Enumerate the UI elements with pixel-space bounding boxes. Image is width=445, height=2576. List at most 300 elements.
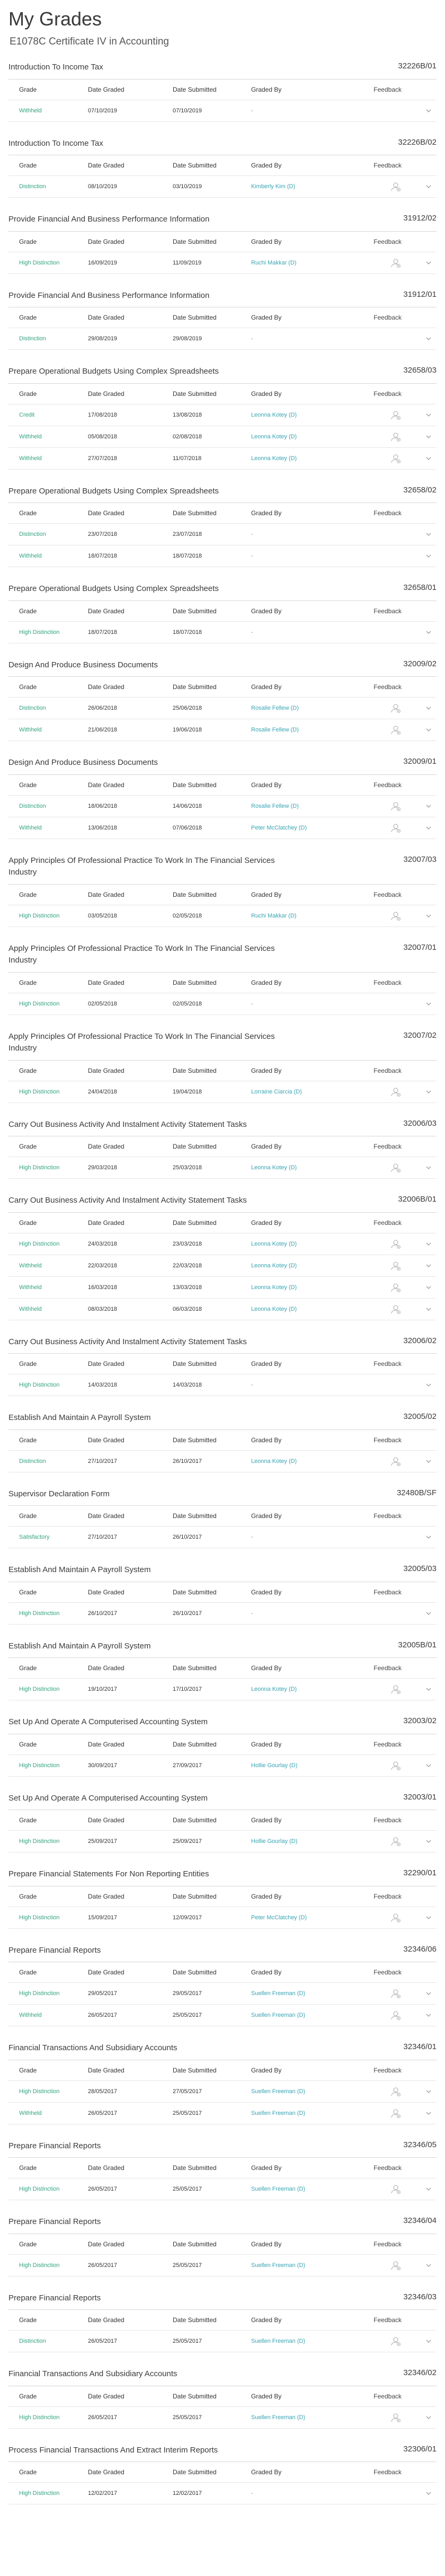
graded-by: - — [251, 1382, 253, 1388]
date-graded: 08/03/2018 — [88, 1305, 118, 1312]
unit-header — [8, 486, 437, 504]
grade-table-header — [8, 307, 437, 328]
header-date-graded: Date Graded — [88, 1143, 124, 1150]
graded-by[interactable]: Leonna Kotey (D) — [251, 1240, 297, 1247]
date-graded: 18/07/2018 — [88, 553, 118, 559]
unit-section — [8, 1793, 437, 1853]
unit-header — [8, 1412, 437, 1430]
header-feedback: Feedback — [373, 1892, 402, 1900]
date-graded: 05/08/2018 — [88, 433, 118, 440]
unit-header — [8, 2292, 437, 2310]
date-graded: 18/07/2018 — [88, 629, 118, 636]
unit-code: 32007/02 — [403, 1030, 437, 1040]
feedback-icon[interactable] — [390, 802, 402, 809]
chevron-down-icon[interactable] — [425, 183, 432, 190]
grade-value: High Distinction — [19, 1088, 60, 1095]
unit-section — [8, 1119, 437, 1179]
unit-code: 32346/02 — [403, 2368, 437, 2377]
chevron-down-icon[interactable] — [425, 2337, 432, 2345]
chevron-down-icon[interactable] — [425, 1838, 432, 1845]
chevron-down-icon[interactable] — [425, 1164, 432, 1171]
header-date-graded: Date Graded — [88, 1816, 124, 1824]
feedback-icon[interactable] — [390, 1914, 402, 1920]
date-graded: 14/03/2018 — [88, 1382, 118, 1388]
grade-row[interactable] — [8, 448, 437, 470]
chevron-down-icon[interactable] — [425, 2185, 432, 2193]
grade-row[interactable] — [8, 1255, 437, 1277]
header-grade: Grade — [19, 1066, 37, 1074]
chevron-down-icon[interactable] — [425, 912, 432, 919]
date-submitted: 18/07/2018 — [173, 553, 202, 559]
header-feedback: Feedback — [373, 2316, 402, 2324]
unit-header — [8, 1945, 437, 1963]
feedback-icon[interactable] — [390, 1305, 402, 1312]
grade-row[interactable] — [8, 1983, 437, 2005]
graded-by[interactable]: Suellen Freeman (D) — [251, 1990, 306, 1997]
graded-by[interactable]: Leonna Kotey (D) — [251, 1305, 297, 1312]
feedback-icon[interactable] — [390, 433, 402, 439]
date-graded: 16/09/2019 — [88, 259, 118, 266]
unit-code: 32005B/01 — [398, 1640, 437, 1649]
feedback-icon[interactable] — [390, 2012, 402, 2018]
grade-table-header — [8, 155, 437, 176]
unit-name: Set Up And Operate A Computerised Accounting System — [8, 1793, 208, 1803]
grade-table-header — [8, 80, 437, 100]
header-feedback: Feedback — [373, 237, 402, 245]
graded-by[interactable]: Ruchi Makkar (D) — [251, 259, 297, 266]
feedback-icon[interactable] — [390, 455, 402, 461]
date-submitted: 25/05/2017 — [173, 2186, 202, 2192]
header-graded-by: Graded By — [251, 2316, 282, 2324]
grade-table-header — [8, 1136, 437, 1157]
grade-value: High Distinction — [19, 2490, 60, 2496]
graded-by[interactable]: Leonna Kotey (D) — [251, 1458, 297, 1465]
date-submitted: 12/02/2017 — [173, 2490, 202, 2496]
feedback-icon[interactable] — [390, 2088, 402, 2094]
feedback-icon[interactable] — [390, 183, 402, 190]
grade-row[interactable] — [8, 545, 437, 567]
graded-by[interactable]: Suellen Freeman (D) — [251, 2012, 306, 2018]
graded-by[interactable]: Suellen Freeman (D) — [251, 2414, 306, 2421]
header-date-graded: Date Graded — [88, 1360, 124, 1368]
header-date-graded: Date Graded — [88, 890, 124, 898]
unit-section — [8, 214, 437, 274]
header-feedback: Feedback — [373, 1512, 402, 1520]
header-graded-by: Graded By — [251, 1436, 282, 1444]
grade-row[interactable] — [8, 817, 437, 839]
grade-row[interactable] — [8, 1299, 437, 1320]
date-graded: 26/05/2017 — [88, 2414, 118, 2421]
grade-value: Distinction — [19, 705, 46, 711]
chevron-down-icon[interactable] — [425, 1000, 432, 1007]
grade-value: High Distinction — [19, 259, 60, 266]
date-submitted: 25/06/2018 — [173, 705, 202, 711]
unit-name: Prepare Operational Budgets Using Complex Spreadsheets — [8, 486, 219, 496]
header-graded-by: Graded By — [251, 978, 282, 986]
header-date-submitted: Date Submitted — [173, 1664, 217, 1672]
chevron-down-icon[interactable] — [425, 454, 432, 462]
grade-row[interactable] — [8, 2178, 437, 2200]
chevron-down-icon[interactable] — [425, 1240, 432, 1247]
feedback-icon[interactable] — [390, 705, 402, 711]
header-graded-by: Graded By — [251, 1892, 282, 1900]
header-date-graded: Date Graded — [88, 2392, 124, 2400]
header-date-submitted: Date Submitted — [173, 2240, 217, 2248]
header-date-graded: Date Graded — [88, 781, 124, 789]
chevron-down-icon[interactable] — [425, 531, 432, 538]
chevron-down-icon[interactable] — [425, 628, 432, 636]
feedback-icon[interactable] — [390, 1838, 402, 1845]
date-graded: 25/09/2017 — [88, 1838, 118, 1845]
date-submitted: 26/10/2017 — [173, 1534, 202, 1540]
chevron-down-icon[interactable] — [425, 802, 432, 809]
graded-by[interactable]: Rosalie Fellew (D) — [251, 705, 299, 711]
chevron-down-icon[interactable] — [425, 2012, 432, 2019]
feedback-icon[interactable] — [390, 2110, 402, 2116]
header-graded-by: Graded By — [251, 2164, 282, 2172]
chevron-down-icon[interactable] — [425, 1761, 432, 1769]
unit-header — [8, 2140, 437, 2158]
grade-row[interactable] — [8, 252, 437, 274]
chevron-down-icon[interactable] — [425, 1305, 432, 1312]
header-grade: Grade — [19, 2392, 37, 2400]
grade-table-header — [8, 973, 437, 993]
date-submitted: 18/07/2018 — [173, 629, 202, 636]
graded-by[interactable]: Lorraine Ciarcia (D) — [251, 1088, 302, 1095]
header-date-graded: Date Graded — [88, 2240, 124, 2248]
grade-row[interactable] — [8, 796, 437, 817]
graded-by[interactable]: Leonna Kotey (D) — [251, 1686, 297, 1692]
grade-table-header — [8, 1582, 437, 1603]
graded-by[interactable]: Rosalie Fellew (D) — [251, 727, 299, 733]
header-grade: Grade — [19, 1664, 37, 1672]
unit-section — [8, 2140, 437, 2201]
unit-code: 32226B/02 — [398, 137, 437, 147]
graded-by[interactable]: Leonna Kotey (D) — [251, 411, 297, 418]
grade-row[interactable] — [8, 1907, 437, 1929]
date-graded: 18/06/2018 — [88, 802, 118, 809]
feedback-icon[interactable] — [390, 1284, 402, 1290]
unit-section — [8, 1868, 437, 1929]
header-date-graded: Date Graded — [88, 162, 124, 169]
graded-by[interactable]: Ruchi Makkar (D) — [251, 912, 297, 919]
header-date-graded: Date Graded — [88, 314, 124, 321]
chevron-down-icon[interactable] — [425, 1990, 432, 1997]
date-graded: 16/03/2018 — [88, 1284, 118, 1291]
grade-value: High Distinction — [19, 2186, 60, 2192]
unit-name: Provide Financial And Business Performance Information — [8, 215, 210, 224]
unit-header — [8, 366, 437, 384]
unit-code: 32007/03 — [403, 854, 437, 864]
graded-by[interactable]: Leonna Kotey (D) — [251, 1165, 297, 1171]
grade-table-header — [8, 2158, 437, 2178]
feedback-icon[interactable] — [390, 2186, 402, 2192]
graded-by[interactable]: Peter McClatchey (D) — [251, 824, 307, 831]
graded-by[interactable]: Suellen Freeman (D) — [251, 2338, 306, 2344]
grade-value: High Distinction — [19, 2088, 60, 2095]
grade-row[interactable] — [8, 2005, 437, 2026]
chevron-down-icon[interactable] — [425, 107, 432, 114]
grade-row[interactable] — [8, 993, 437, 1015]
graded-by: - — [251, 2490, 253, 2496]
chevron-down-icon[interactable] — [425, 2261, 432, 2269]
header-date-graded: Date Graded — [88, 85, 124, 93]
date-submitted: 27/05/2017 — [173, 2088, 202, 2095]
feedback-icon[interactable] — [390, 727, 402, 733]
grade-row[interactable] — [8, 2483, 437, 2504]
graded-by[interactable]: Leonna Kotey (D) — [251, 1262, 297, 1269]
grade-row[interactable] — [8, 698, 437, 719]
chevron-down-icon[interactable] — [425, 433, 432, 440]
date-graded: 03/05/2018 — [88, 912, 118, 919]
date-graded: 12/02/2017 — [88, 2490, 118, 2496]
date-graded: 07/10/2019 — [88, 107, 118, 114]
feedback-icon[interactable] — [390, 1165, 402, 1171]
unit-header — [8, 1640, 437, 1658]
date-submitted: 12/09/2017 — [173, 1914, 202, 1921]
unit-name: Carry Out Business Activity And Instalment Activity Statement Tasks — [8, 1119, 247, 1129]
grade-value: Withheld — [19, 433, 42, 440]
chevron-down-icon[interactable] — [425, 1913, 432, 1921]
unit-header — [8, 1195, 437, 1213]
grade-value: High Distinction — [19, 1610, 60, 1617]
graded-by[interactable]: Leonna Kotey (D) — [251, 1284, 297, 1291]
feedback-icon[interactable] — [390, 2414, 402, 2420]
graded-by[interactable]: Kimberly Kim (D) — [251, 183, 296, 190]
chevron-down-icon[interactable] — [425, 335, 432, 342]
header-date-graded: Date Graded — [88, 1892, 124, 1900]
header-grade: Grade — [19, 1892, 37, 1900]
grade-value: High Distinction — [19, 1382, 60, 1388]
grade-value: High Distinction — [19, 2414, 60, 2421]
grade-row[interactable] — [8, 622, 437, 643]
chevron-down-icon[interactable] — [425, 704, 432, 712]
feedback-icon[interactable] — [390, 1762, 402, 1768]
feedback-icon[interactable] — [390, 2262, 402, 2268]
chevron-down-icon[interactable] — [425, 2109, 432, 2116]
unit-name: Apply Principles Of Professional Practice To Work In The Financial Services Industry — [8, 1031, 275, 1053]
header-date-submitted: Date Submitted — [173, 237, 217, 245]
unit-code: 32009/01 — [403, 757, 437, 766]
grade-row[interactable] — [8, 426, 437, 448]
grade-row[interactable] — [8, 2103, 437, 2124]
feedback-icon[interactable] — [390, 1458, 402, 1464]
grade-row[interactable] — [8, 2407, 437, 2429]
header-date-graded: Date Graded — [88, 607, 124, 615]
header-feedback: Feedback — [373, 2066, 402, 2074]
grade-row[interactable] — [8, 905, 437, 927]
date-submitted: 11/07/2018 — [173, 455, 202, 462]
unit-section — [8, 290, 437, 350]
grade-table-header — [8, 601, 437, 622]
chevron-down-icon[interactable] — [425, 259, 432, 266]
header-date-submitted: Date Submitted — [173, 890, 217, 898]
chevron-down-icon[interactable] — [425, 1381, 432, 1389]
unit-header — [8, 1868, 437, 1886]
header-date-submitted: Date Submitted — [173, 1066, 217, 1074]
feedback-icon[interactable] — [390, 1240, 402, 1247]
grade-row[interactable] — [8, 1527, 437, 1548]
date-graded: 26/06/2018 — [88, 705, 118, 711]
header-date-graded: Date Graded — [88, 978, 124, 986]
grade-row[interactable] — [8, 1755, 437, 1777]
unit-code: 32346/03 — [403, 2292, 437, 2301]
header-date-graded: Date Graded — [88, 1664, 124, 1672]
grade-row[interactable] — [8, 2331, 437, 2352]
header-grade: Grade — [19, 2164, 37, 2172]
date-submitted: 25/05/2017 — [173, 2012, 202, 2018]
header-date-submitted: Date Submitted — [173, 1360, 217, 1368]
header-feedback: Feedback — [373, 1219, 402, 1227]
feedback-icon[interactable] — [390, 1686, 402, 1692]
header-feedback: Feedback — [373, 314, 402, 321]
graded-by[interactable]: Hollie Gourlay (D) — [251, 1838, 298, 1845]
grade-row[interactable] — [8, 1277, 437, 1299]
grade-row[interactable] — [8, 2081, 437, 2103]
chevron-down-icon[interactable] — [425, 726, 432, 734]
date-graded: 02/05/2018 — [88, 1000, 118, 1007]
graded-by: - — [251, 531, 253, 537]
unit-section — [8, 2216, 437, 2277]
graded-by[interactable]: Rosalie Fellew (D) — [251, 802, 299, 809]
grade-value: Withheld — [19, 455, 42, 462]
header-grade: Grade — [19, 85, 37, 93]
chevron-down-icon[interactable] — [425, 1533, 432, 1541]
grade-row[interactable] — [8, 524, 437, 545]
header-grade: Grade — [19, 1816, 37, 1824]
graded-by[interactable]: Suellen Freeman (D) — [251, 2186, 306, 2192]
chevron-down-icon[interactable] — [425, 1088, 432, 1095]
grade-table-header — [8, 2386, 437, 2407]
header-grade: Grade — [19, 781, 37, 789]
grade-table-header — [8, 1734, 437, 1755]
header-feedback: Feedback — [373, 1588, 402, 1596]
date-submitted: 13/03/2018 — [173, 1284, 202, 1291]
grade-table-header — [8, 1886, 437, 1907]
grade-value: Withheld — [19, 107, 42, 114]
feedback-icon[interactable] — [390, 411, 402, 418]
grade-row[interactable] — [8, 1831, 437, 1852]
graded-by[interactable]: Suellen Freeman (D) — [251, 2088, 306, 2095]
grade-row[interactable] — [8, 1233, 437, 1255]
unit-section — [8, 366, 437, 470]
unit-section — [8, 583, 437, 643]
graded-by[interactable]: Peter McClatchey (D) — [251, 1914, 307, 1921]
unit-code: 32346/04 — [403, 2216, 437, 2225]
grade-row[interactable] — [8, 1451, 437, 1472]
header-date-submitted: Date Submitted — [173, 1892, 217, 1900]
graded-by[interactable]: Suellen Freeman (D) — [251, 2262, 306, 2269]
grade-row[interactable] — [8, 2255, 437, 2277]
chevron-down-icon[interactable] — [425, 2413, 432, 2421]
graded-by[interactable]: Hollie Gourlay (D) — [251, 1762, 298, 1769]
feedback-icon[interactable] — [390, 1990, 402, 1997]
feedback-icon[interactable] — [390, 2338, 402, 2344]
grade-row[interactable] — [8, 176, 437, 198]
header-graded-by: Graded By — [251, 1816, 282, 1824]
course-subtitle: E1078C Certificate IV in Accounting — [10, 36, 170, 47]
unit-name: Carry Out Business Activity And Instalment Activity Statement Tasks — [8, 1337, 247, 1346]
date-submitted: 29/05/2017 — [173, 1990, 202, 1997]
header-graded-by: Graded By — [251, 162, 282, 169]
unit-header — [8, 1119, 437, 1137]
header-date-graded: Date Graded — [88, 237, 124, 245]
feedback-icon[interactable] — [390, 1262, 402, 1268]
chevron-down-icon[interactable] — [425, 411, 432, 418]
chevron-down-icon[interactable] — [425, 2087, 432, 2095]
feedback-icon[interactable] — [390, 912, 402, 919]
chevron-down-icon[interactable] — [425, 824, 432, 831]
chevron-down-icon[interactable] — [425, 2490, 432, 2497]
unit-code: 32480B/SF — [396, 1488, 437, 1497]
date-graded: 27/10/2017 — [88, 1458, 118, 1465]
date-submitted: 26/10/2017 — [173, 1458, 202, 1465]
graded-by[interactable]: Leonna Kotey (D) — [251, 455, 297, 462]
header-date-submitted: Date Submitted — [173, 1436, 217, 1444]
grade-row[interactable] — [8, 1603, 437, 1625]
header-date-submitted: Date Submitted — [173, 1588, 217, 1596]
grade-row[interactable] — [8, 100, 437, 122]
grade-row[interactable] — [8, 1081, 437, 1103]
grade-row[interactable] — [8, 1374, 437, 1396]
grade-row[interactable] — [8, 404, 437, 426]
header-date-graded: Date Graded — [88, 1512, 124, 1520]
header-grade: Grade — [19, 1969, 37, 1976]
header-date-graded: Date Graded — [88, 2468, 124, 2476]
chevron-down-icon[interactable] — [425, 1261, 432, 1269]
date-submitted: 22/03/2018 — [173, 1262, 202, 1269]
feedback-icon[interactable] — [390, 259, 402, 266]
unit-header — [8, 583, 437, 601]
unit-name: Financial Transactions And Subsidiary Accounts — [8, 2043, 177, 2052]
grade-row[interactable] — [8, 328, 437, 350]
unit-header — [8, 214, 437, 232]
chevron-down-icon[interactable] — [425, 1686, 432, 1693]
date-graded: 24/03/2018 — [88, 1240, 118, 1247]
unit-section — [8, 2445, 437, 2505]
chevron-down-icon[interactable] — [425, 552, 432, 560]
graded-by[interactable]: Leonna Kotey (D) — [251, 433, 297, 440]
grade-value: Distinction — [19, 1458, 46, 1465]
date-graded: 26/05/2017 — [88, 2012, 118, 2018]
feedback-icon[interactable] — [390, 824, 402, 831]
unit-code: 32006/03 — [403, 1118, 437, 1128]
date-submitted: 02/08/2018 — [173, 433, 202, 440]
chevron-down-icon[interactable] — [425, 1283, 432, 1291]
date-graded: 08/10/2019 — [88, 183, 118, 190]
graded-by[interactable]: Suellen Freeman (D) — [251, 2110, 306, 2116]
grade-row[interactable] — [8, 1679, 437, 1700]
grade-row[interactable] — [8, 719, 437, 741]
unit-name: Prepare Operational Budgets Using Complex Spreadsheets — [8, 584, 219, 593]
date-graded: 27/10/2017 — [88, 1534, 118, 1540]
unit-header — [8, 2368, 437, 2386]
unit-header — [8, 855, 437, 885]
grade-value: High Distinction — [19, 1914, 60, 1921]
chevron-down-icon[interactable] — [425, 1609, 432, 1617]
chevron-down-icon[interactable] — [425, 1457, 432, 1465]
date-submitted: 14/06/2018 — [173, 802, 202, 809]
grade-value: High Distinction — [19, 1762, 60, 1769]
unit-code: 32346/05 — [403, 2140, 437, 2149]
graded-by: - — [251, 107, 253, 114]
grade-value: High Distinction — [19, 1165, 60, 1171]
unit-header — [8, 943, 437, 973]
unit-name: Design And Produce Business Documents — [8, 758, 158, 767]
feedback-icon[interactable] — [390, 1088, 402, 1095]
unit-code: 31912/01 — [403, 289, 437, 299]
grade-row[interactable] — [8, 1157, 437, 1179]
